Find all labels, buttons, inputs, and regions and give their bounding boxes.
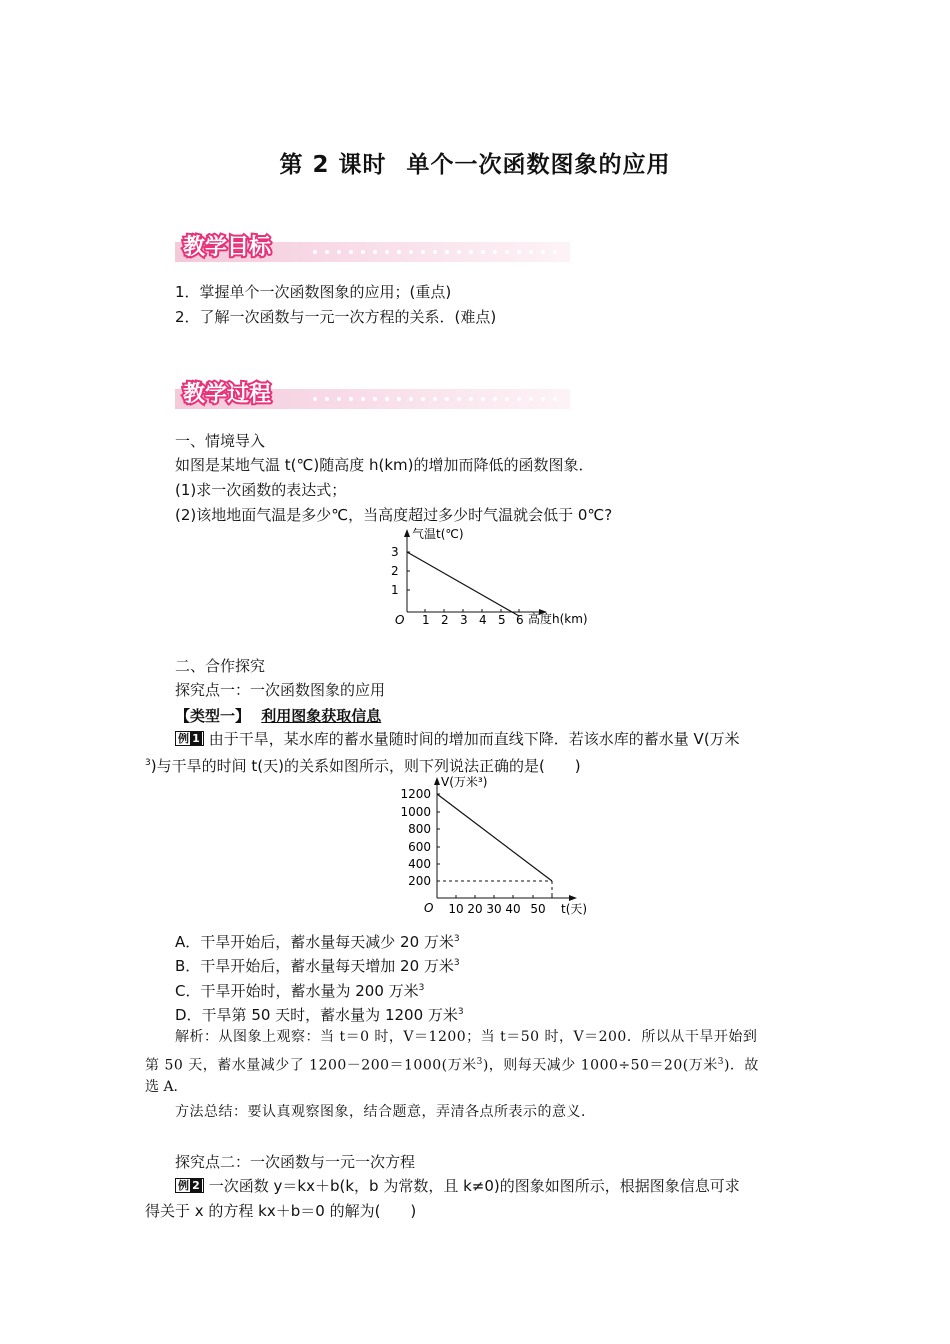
superscript: 3 (453, 958, 460, 968)
x-tick-label: 6 (516, 613, 524, 627)
title-topic: 单个一次函数图象的应用 (406, 152, 671, 178)
section-heading: 二、合作探究 (175, 657, 266, 675)
temperature-graph (385, 524, 605, 630)
title-lesson: 第 2 课时 (279, 152, 387, 178)
x-tick-label: 1 (422, 613, 430, 627)
option-a (175, 928, 460, 953)
goal-item: 1．掌握单个一次函数图象的应用；(重点) (175, 283, 452, 301)
option-text: B．干旱开始后，蓄水量每天增加 20 万米 (175, 957, 454, 975)
y-tick-label: 2 (391, 564, 399, 578)
origin-label: O (424, 901, 434, 915)
y-tick-label: 1000 (400, 805, 431, 819)
x-tick-label: 30 (486, 902, 502, 916)
page-title (0, 146, 950, 179)
y-tick-label: 400 (408, 857, 431, 871)
y-axis-arrow (434, 777, 440, 785)
example-1-line-1 (175, 728, 740, 750)
y-axis-label: V(万米³) (441, 775, 488, 789)
option-text: C．干旱开始时，蓄水量为 200 万米 (175, 982, 419, 1000)
option-c (175, 977, 424, 1002)
superscript: 3 (453, 934, 460, 944)
banner-goals-text: 教学目标 (183, 235, 272, 260)
example-badge-number: 2 (190, 1179, 202, 1192)
example-badge (175, 731, 204, 746)
x-tick-label: 2 (441, 613, 449, 627)
intro-question-1: (1)求一次函数的表达式； (175, 481, 347, 499)
banner-process-text: 教学过程 (183, 382, 272, 407)
x-tick-label: 40 (505, 902, 521, 916)
y-tick-label: 3 (391, 545, 399, 559)
superscript: 3 (457, 1007, 464, 1017)
option-b (175, 952, 460, 977)
superscript: 3 (145, 758, 151, 768)
origin-label: O (395, 613, 405, 627)
example-badge-number: 1 (190, 732, 202, 745)
analysis-line-3: 选 A． (145, 1079, 188, 1095)
example-2-text: 一次函数 y＝kx＋b(k，b 为常数，且 k≠0)的图象如图所示，根据图象信息可求 (208, 1177, 740, 1195)
x-tick-label: 5 (498, 613, 506, 627)
option-text: A．干旱开始后，蓄水量每天减少 20 万米 (175, 933, 454, 951)
intro-paragraph: 如图是某地气温 t(℃)随高度 h(km)的增加而降低的函数图象． (175, 456, 594, 474)
example-1-text: 由于干旱，某水库的蓄水量随时间的增加而直线下降．若该水库的蓄水量 V(万米 (208, 730, 740, 748)
type-bracket: 【类型一】 (175, 707, 251, 725)
reservoir-graph (395, 772, 595, 920)
y-tick-label: 800 (408, 822, 431, 836)
intro-question-2: (2)该地地面气温是多少℃，当高度超过多少时气温就会低于 0℃? (175, 506, 613, 524)
type-title: 利用图象获取信息 (261, 707, 382, 725)
goal-item: 2．了解一次函数与一元一次方程的关系．(难点) (175, 308, 497, 326)
example-2-line-1 (175, 1175, 740, 1197)
method-summary: 方法总结：要认真观察图象，结合题意，弄清各点所表示的意义． (175, 1104, 596, 1120)
option-d (175, 1001, 464, 1026)
superscript: 3 (476, 1057, 483, 1067)
y-tick-label: 600 (408, 840, 431, 854)
banner-teaching-process (175, 375, 570, 415)
analysis-text: )．故 (723, 1057, 759, 1074)
option-text: D．干旱第 50 天时，蓄水量为 1200 万米 (175, 1006, 458, 1024)
analysis-text: 第 50 天，蓄水量减少了 1200－200＝1000(万米 (145, 1057, 477, 1074)
example-1-text-2: )与干旱的时间 t(天)的关系如图所示，则下列说法正确的是( ) (150, 757, 581, 775)
temperature-line (407, 552, 519, 616)
x-axis-label: t(天) (561, 902, 588, 916)
section-heading: 一、情境导入 (175, 432, 266, 450)
x-tick-label: 50 (530, 902, 546, 916)
banner-teaching-goals (175, 228, 570, 268)
y-tick-label: 1200 (400, 787, 431, 801)
analysis-text: )，则每天减少 1000÷50＝20(万米 (482, 1057, 718, 1074)
analysis-line-2 (145, 1051, 759, 1077)
volume-line (437, 794, 552, 881)
x-tick-label: 4 (479, 613, 487, 627)
y-axis-arrow (404, 529, 410, 537)
y-tick-label: 1 (391, 583, 399, 597)
x-axis-label: 高度h(km) (528, 612, 588, 626)
type-heading (175, 705, 381, 727)
superscript: 3 (717, 1057, 724, 1067)
example-2-line-2: 得关于 x 的方程 kx＋b＝0 的解为( ) (145, 1202, 417, 1220)
x-axis-arrow (569, 895, 577, 901)
y-axis-label: 气温t(℃) (412, 527, 464, 541)
example-badge (175, 1178, 204, 1193)
explore-point-1: 探究点一：一次函数图象的应用 (175, 681, 386, 699)
x-tick-label: 20 (467, 902, 483, 916)
x-tick-label: 10 (448, 902, 464, 916)
example-badge-label: 例 (178, 732, 189, 745)
superscript: 3 (418, 983, 425, 993)
explore-point-2: 探究点二：一次函数与一元一次方程 (175, 1153, 416, 1171)
x-tick-label: 3 (460, 613, 468, 627)
example-badge-label: 例 (178, 1179, 189, 1192)
analysis-line-1: 解析：从图象上观察：当 t＝0 时，V＝1200；当 t＝50 时，V＝200．所以从干旱开始到 (175, 1029, 758, 1045)
y-tick-label: 200 (408, 874, 431, 888)
